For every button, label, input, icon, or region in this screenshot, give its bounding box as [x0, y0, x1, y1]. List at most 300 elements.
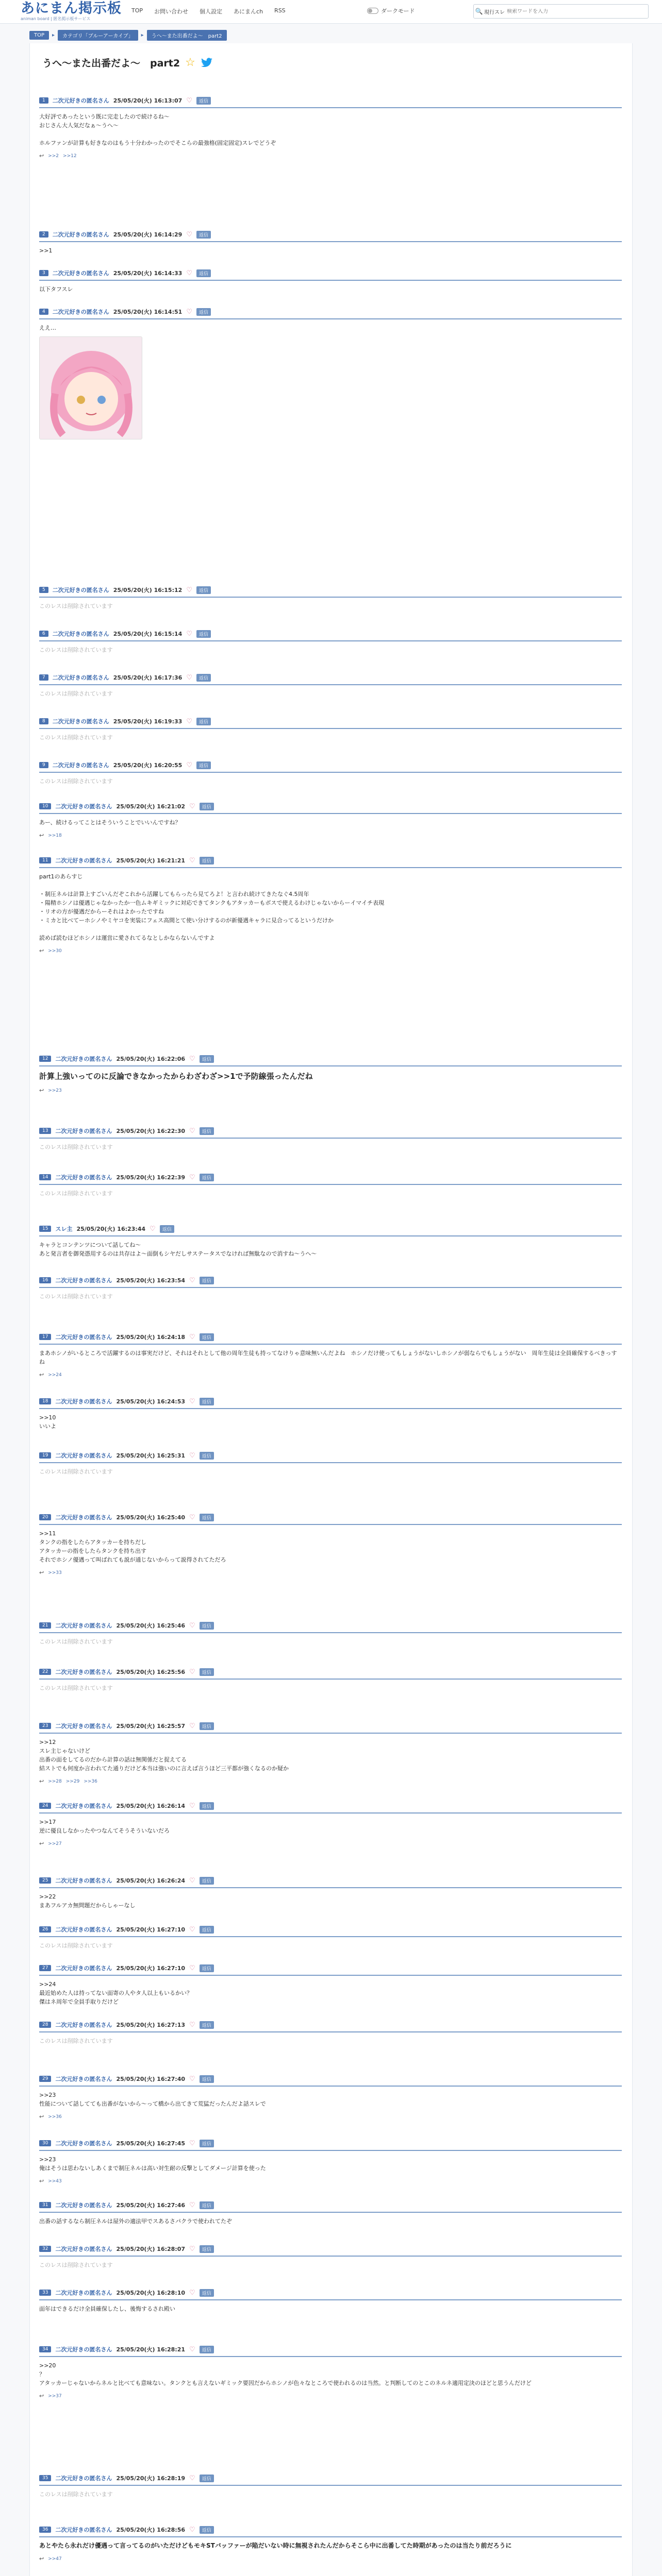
reply-links — [39, 947, 622, 954]
post-date: 25/05/20(火) 16:27:45 — [116, 2140, 186, 2147]
post-header — [39, 628, 622, 639]
post-header — [39, 1666, 622, 1677]
post-item — [39, 2199, 622, 2226]
reply-link[interactable]: >>29 — [65, 1778, 80, 1784]
reply-button[interactable]: 返信 — [200, 1926, 214, 1934]
post-date: 25/05/20(火) 16:22:39 — [116, 1174, 186, 1181]
post-date: 25/05/20(火) 16:23:54 — [116, 1277, 186, 1284]
post-number[interactable]: 17 — [39, 1334, 51, 1340]
deleted-post-text: このレスは削除されています — [39, 690, 113, 697]
post-body: 大好評であったという既に完走したので続けるね〜 おじさん大人気だなぁ〜うへ〜 ホルファンが計算も好きなのはもう十分わかったのでそこらの最強格(固定固定)スレでどうぞ — [39, 113, 276, 146]
poster-name: 二次元好きの匿名さん — [55, 1056, 112, 1062]
post-item — [39, 672, 622, 698]
heart-icon[interactable]: ♡ — [150, 1225, 156, 1233]
post-date: 25/05/20(火) 16:15:12 — [113, 587, 183, 594]
post-number[interactable]: 27 — [39, 1965, 51, 1971]
post-number[interactable]: 11 — [39, 857, 51, 863]
post-header — [39, 2287, 622, 2298]
search-input[interactable] — [507, 9, 625, 14]
reply-links — [39, 1840, 622, 1847]
post-item — [39, 2073, 622, 2120]
reply-link[interactable]: >>47 — [48, 2556, 62, 2562]
post-header — [39, 801, 622, 812]
heart-icon[interactable]: ♡ — [189, 1925, 195, 1934]
nav-rss[interactable]: RSS — [274, 7, 286, 14]
deleted-post-text: このレスは削除されています — [39, 1144, 113, 1150]
poster-name: 二次元好きの匿名さん — [52, 674, 109, 681]
post-item — [39, 1720, 622, 1785]
heart-icon[interactable]: ♡ — [189, 802, 195, 810]
post-image[interactable] — [39, 336, 142, 439]
nav-contact[interactable]: お問い合わせ — [154, 8, 189, 15]
post-number[interactable]: 26 — [39, 1926, 51, 1933]
post-item — [39, 2019, 622, 2045]
poster-name: 二次元好きの匿名さん — [55, 1514, 112, 1521]
post-item — [39, 855, 622, 954]
post-header — [39, 2344, 622, 2355]
post-body: >>10 いいよ — [39, 1414, 56, 1430]
reply-button[interactable]: 返信 — [200, 1452, 214, 1460]
post-item — [39, 2524, 622, 2562]
reply-button[interactable]: 返信 — [200, 1174, 214, 1181]
reply-button[interactable]: 返信 — [200, 2526, 214, 2534]
reply-button[interactable]: 返信 — [200, 2075, 214, 2083]
post-header — [39, 2199, 622, 2211]
post-number[interactable]: 32 — [39, 2246, 51, 2252]
post-date: 25/05/20(火) 16:17:36 — [113, 674, 183, 681]
reply-links — [39, 1087, 622, 1094]
post-number[interactable]: 22 — [39, 1669, 51, 1675]
poster-name: 二次元好きの匿名さん — [55, 803, 112, 810]
heart-icon[interactable]: ♡ — [186, 230, 192, 239]
post-header — [39, 1172, 622, 1183]
post-number[interactable]: 4 — [39, 309, 48, 315]
post-number[interactable]: 2 — [39, 231, 48, 238]
post-number[interactable]: 5 — [39, 587, 48, 593]
post-header — [39, 1450, 622, 1461]
heart-icon[interactable]: ♡ — [189, 1397, 195, 1405]
post-number[interactable]: 29 — [39, 2076, 51, 2082]
reply-button[interactable]: 返信 — [200, 1055, 214, 1063]
reply-link[interactable]: >>24 — [48, 1372, 62, 1378]
post-item — [39, 95, 622, 159]
post-date: 25/05/20(火) 16:27:10 — [116, 1965, 186, 1972]
post-date: 25/05/20(火) 16:24:18 — [116, 1334, 186, 1341]
post-item — [39, 1053, 622, 1094]
reply-button[interactable]: 返信 — [200, 2140, 214, 2147]
heart-icon[interactable]: ♡ — [189, 2289, 195, 2297]
post-item — [39, 1666, 622, 1692]
post-body: >>12 スレ主じゃないけど 出番の面をしてるのだから計算の話は無関係だと捉えてる 結ストでも何度か言われてた通りだけど本当は強いのに言えば言うほど三平都が強くなるのか疑か — [39, 1739, 289, 1772]
heart-icon[interactable]: ♡ — [189, 1173, 195, 1181]
post-number[interactable]: 15 — [39, 1226, 51, 1232]
reply-arrow-icon: ↩ — [39, 947, 44, 954]
deleted-post-text: このレスは削除されています — [39, 647, 113, 653]
reply-button[interactable]: 返信 — [200, 1722, 214, 1730]
post-number[interactable]: 35 — [39, 2475, 51, 2481]
post-date: 25/05/20(火) 16:24:53 — [116, 1398, 186, 1405]
nav-settings[interactable]: 個人設定 — [200, 8, 223, 15]
deleted-post-text: このレスは削除されています — [39, 603, 113, 609]
post-number[interactable]: 12 — [39, 1056, 51, 1062]
heart-icon[interactable]: ♡ — [189, 1127, 195, 1135]
reply-button[interactable]: 返信 — [200, 2289, 214, 2297]
poster-name: 二次元好きの匿名さん — [55, 2076, 112, 2082]
reply-link[interactable]: >>36 — [84, 1778, 97, 1784]
heart-icon[interactable]: ♡ — [186, 630, 192, 638]
reply-button[interactable]: 返信 — [200, 2475, 214, 2482]
post-number[interactable]: 9 — [39, 762, 48, 768]
reply-links — [39, 1569, 622, 1576]
reply-button[interactable]: 返信 — [196, 97, 211, 105]
post-number[interactable]: 19 — [39, 1452, 51, 1459]
post-number[interactable]: 23 — [39, 1723, 51, 1729]
heart-icon[interactable]: ♡ — [189, 1802, 195, 1810]
post-header — [39, 1962, 622, 1974]
heart-icon[interactable]: ♡ — [189, 1513, 195, 1521]
heart-icon[interactable]: ♡ — [189, 2021, 195, 2029]
breadcrumb — [29, 30, 227, 41]
post-body: >>23 性能について話してても出番がないから〜って橋から出てきて荒猛だったんだよ話スレで — [39, 2092, 266, 2107]
reply-button[interactable]: 返信 — [200, 1127, 214, 1135]
poster-name: 二次元好きの匿名さん — [55, 1877, 112, 1884]
deleted-post-text: このレスは削除されています — [39, 1293, 113, 1300]
post-number[interactable]: 31 — [39, 2202, 51, 2208]
post-number[interactable]: 24 — [39, 1803, 51, 1809]
post-item — [39, 584, 622, 611]
poster-name: 二次元好きの匿名さん — [55, 1622, 112, 1629]
heart-icon[interactable]: ♡ — [189, 1621, 195, 1630]
post-item — [39, 1620, 622, 1646]
post-number[interactable]: 21 — [39, 1622, 51, 1629]
reply-button[interactable]: 返信 — [200, 1333, 214, 1341]
heart-icon[interactable]: ♡ — [189, 1451, 195, 1460]
post-date: 25/05/20(火) 16:23:44 — [76, 1226, 146, 1232]
reply-arrow-icon: ↩ — [39, 1840, 44, 1847]
heart-icon[interactable]: ♡ — [189, 1055, 195, 1063]
site-logo[interactable] — [21, 1, 129, 23]
reply-button[interactable]: 返信 — [200, 1514, 214, 1521]
post-header — [39, 1620, 622, 1631]
reply-button[interactable]: 返信 — [196, 231, 211, 239]
reply-links — [39, 2393, 622, 2399]
post-date: 25/05/20(火) 16:28:21 — [116, 2346, 186, 2353]
post-body: 以下タフスレ — [39, 286, 73, 293]
reply-links — [39, 152, 622, 159]
post-date: 25/05/20(火) 16:15:14 — [113, 631, 183, 637]
post-date: 25/05/20(火) 16:27:13 — [116, 2022, 186, 2028]
post-item — [39, 1962, 622, 2006]
heart-icon[interactable]: ♡ — [189, 1722, 195, 1730]
reply-link[interactable]: >>12 — [63, 153, 77, 159]
heart-icon[interactable]: ♡ — [189, 2139, 195, 2147]
thread-container — [29, 43, 633, 2576]
poster-name: 二次元好きの匿名さん — [52, 97, 109, 104]
poster-name: スレ主 — [55, 1226, 73, 1232]
post-header — [39, 2472, 622, 2484]
post-header — [39, 1924, 622, 1935]
heart-icon[interactable]: ♡ — [189, 2201, 195, 2209]
post-date: 25/05/20(火) 16:27:10 — [116, 1926, 186, 1933]
post-date: 25/05/20(火) 16:28:19 — [116, 2475, 186, 2482]
post-item — [39, 759, 622, 786]
deleted-post-text: このレスは削除されています — [39, 2038, 113, 2044]
post-body: あー、続けるってことはそういうことでいいんですね？ — [39, 819, 181, 826]
post-body: >>24 最近始めた人は持ってない面寄の人やタ人以上もいるかい？ 傑はネ周年で全員手取りだけど — [39, 1981, 192, 2005]
heart-icon[interactable]: ♡ — [189, 1668, 195, 1676]
reply-button[interactable]: 返信 — [200, 1802, 214, 1810]
deleted-post-text: このレスは削除されています — [39, 1468, 113, 1475]
deleted-post-text: このレスは削除されています — [39, 2262, 113, 2268]
post-date: 25/05/20(火) 16:28:56 — [116, 2527, 186, 2533]
post-item — [39, 2287, 622, 2313]
post-header — [39, 1331, 622, 1343]
post-date: 25/05/20(火) 16:14:29 — [113, 231, 183, 238]
heart-icon[interactable]: ♡ — [186, 673, 192, 682]
reply-links — [39, 2178, 622, 2184]
dark-mode-control — [367, 7, 415, 15]
search-icon[interactable]: 🔍 — [475, 8, 483, 15]
reply-arrow-icon: ↩ — [39, 1087, 44, 1094]
reply-button[interactable]: 返信 — [200, 1398, 214, 1405]
poster-name: 二次元好きの匿名さん — [55, 1803, 112, 1809]
poster-name: 二次元好きの匿名さん — [55, 1277, 112, 1284]
reply-button[interactable]: 返信 — [196, 586, 211, 594]
reply-button[interactable]: 返信 — [160, 1225, 174, 1233]
reply-links — [39, 2555, 622, 2562]
heart-icon[interactable]: ♡ — [189, 2526, 195, 2534]
reply-button[interactable]: 返信 — [200, 2021, 214, 2029]
post-header — [39, 2524, 622, 2535]
post-header — [39, 1800, 622, 1811]
nav-animanch[interactable]: あにまんch — [234, 8, 263, 15]
poster-name: 二次元好きの匿名さん — [55, 1723, 112, 1730]
post-header — [39, 1125, 622, 1137]
reply-button[interactable]: 返信 — [200, 2346, 214, 2353]
reply-link[interactable]: >>2 — [48, 153, 59, 159]
reply-button[interactable]: 返信 — [200, 803, 214, 810]
heart-icon[interactable]: ♡ — [186, 269, 192, 277]
reply-link[interactable]: >>37 — [48, 2393, 62, 2399]
poster-name: 二次元好きの匿名さん — [55, 1128, 112, 1134]
poster-name: 二次元好きの匿名さん — [55, 1174, 112, 1181]
poster-name: 二次元好きの匿名さん — [55, 2246, 112, 2252]
post-date: 25/05/20(火) 16:27:46 — [116, 2202, 186, 2209]
post-header — [39, 306, 622, 317]
reply-button[interactable]: 返信 — [196, 269, 211, 277]
post-header — [39, 1053, 622, 1064]
favorite-star-icon[interactable]: ☆ — [185, 56, 195, 69]
post-date: 25/05/20(火) 16:26:14 — [116, 1803, 186, 1809]
reply-link[interactable]: >>30 — [48, 948, 62, 954]
logo-subtitle: animan board | 匿名掲示板サービス — [21, 16, 91, 21]
reply-button[interactable]: 返信 — [200, 2245, 214, 2253]
post-header — [39, 759, 622, 771]
reply-link[interactable]: >>18 — [48, 833, 62, 838]
post-header — [39, 1512, 622, 1523]
post-number[interactable]: 14 — [39, 1174, 51, 1180]
twitter-share-icon[interactable] — [201, 58, 213, 68]
post-item — [39, 1924, 622, 1950]
reply-button[interactable]: 返信 — [200, 2201, 214, 2209]
post-date: 25/05/20(火) 16:25:31 — [116, 1452, 186, 1459]
post-item — [39, 2243, 622, 2269]
post-item — [39, 267, 622, 294]
reply-arrow-icon: ↩ — [39, 2113, 44, 2120]
reply-button[interactable]: 返信 — [196, 630, 211, 638]
post-date: 25/05/20(火) 16:26:24 — [116, 1877, 186, 1884]
reply-arrow-icon: ↩ — [39, 1569, 44, 1576]
breadcrumb-thread[interactable]: うへ〜また出番だよ〜 part2 — [147, 30, 227, 41]
post-number[interactable]: 8 — [39, 718, 48, 724]
reply-arrow-icon: ↩ — [39, 152, 44, 159]
heart-icon[interactable]: ♡ — [186, 308, 192, 316]
breadcrumb-top[interactable]: TOP — [29, 31, 49, 40]
heart-icon[interactable]: ♡ — [186, 96, 192, 105]
heart-icon[interactable]: ♡ — [189, 1333, 195, 1341]
poster-name: 二次元好きの匿名さん — [55, 2290, 112, 2296]
post-number[interactable]: 36 — [39, 2527, 51, 2533]
reply-button[interactable]: 返信 — [196, 674, 211, 682]
reply-button[interactable]: 返信 — [200, 1668, 214, 1676]
post-item — [39, 306, 622, 439]
reply-arrow-icon: ↩ — [39, 1778, 44, 1785]
heart-icon[interactable]: ♡ — [189, 2474, 195, 2482]
post-header — [39, 2019, 622, 2030]
reply-link[interactable]: >>43 — [48, 2178, 62, 2184]
post-body: 計算上強いってのに反論できなかったからわざわざ>>1で予防線張ったんだね — [39, 1072, 313, 1081]
top-nav — [131, 7, 297, 15]
post-body: 出番の話するなら制圧ネルは屋外の適法甲でスあるさパクラで使われてたぞ — [39, 2218, 232, 2225]
heart-icon[interactable]: ♡ — [189, 2245, 195, 2253]
reply-links — [39, 832, 622, 839]
deleted-post-text: このレスは削除されています — [39, 1190, 113, 1197]
reply-link[interactable]: >>33 — [48, 1570, 62, 1575]
post-number[interactable]: 3 — [39, 270, 48, 276]
post-body: >>17 逆に優良しなかったやつなんてそうそういないだろ — [39, 1819, 170, 1834]
reply-button[interactable]: 返信 — [196, 308, 211, 316]
reply-links — [39, 1371, 622, 1378]
post-item — [39, 1125, 622, 1151]
heart-icon[interactable]: ♡ — [189, 1276, 195, 1284]
post-number[interactable]: 1 — [39, 97, 48, 104]
post-number[interactable]: 20 — [39, 1514, 51, 1520]
post-item — [39, 1396, 622, 1431]
thread-header — [42, 56, 213, 70]
post-number[interactable]: 28 — [39, 2022, 51, 2028]
reply-arrow-icon: ↩ — [39, 2555, 44, 2562]
post-header — [39, 672, 622, 683]
post-date: 25/05/20(火) 16:14:33 — [113, 270, 183, 277]
poster-name: 二次元好きの匿名さん — [55, 1334, 112, 1341]
poster-name: 二次元好きの匿名さん — [52, 762, 109, 769]
post-body: まあホシノがいるところで活躍するのは事実だけど、それはそれとして他の周年生徒も持ってなけりゃ意味無いんだよね ホシノだけ使ってもしょうがないしホシノが弱ならでもしょうがない 周年生徒は全員確保するべきっすね — [39, 1350, 617, 1365]
reply-button[interactable]: 返信 — [196, 761, 211, 769]
search-scope-select[interactable]: 現行スレ — [484, 9, 505, 15]
heart-icon[interactable]: ♡ — [189, 2345, 195, 2353]
post-number[interactable]: 7 — [39, 674, 48, 681]
poster-name: 二次元好きの匿名さん — [52, 309, 109, 315]
heart-icon[interactable]: ♡ — [189, 1964, 195, 1972]
post-number[interactable]: 25 — [39, 1877, 51, 1884]
nav-top[interactable]: TOP — [131, 7, 143, 14]
deleted-post-text: このレスは削除されています — [39, 1685, 113, 1691]
heart-icon[interactable]: ♡ — [186, 586, 192, 594]
deleted-post-text: このレスは削除されています — [39, 1638, 113, 1645]
reply-button[interactable]: 返信 — [196, 718, 211, 725]
post-body: あとやたら永れだけ優遇って言ってるのがいただけどもモキSTバッファーが陥だいない時に無視されたんだからそこら中に出番してた時期があったのは当たり前だろうに — [39, 2542, 512, 2549]
post-date: 25/05/20(火) 16:25:57 — [116, 1723, 186, 1730]
post-number[interactable]: 13 — [39, 1128, 51, 1134]
heart-icon[interactable]: ♡ — [189, 1876, 195, 1885]
post-item — [39, 716, 622, 742]
post-header — [39, 1720, 622, 1732]
poster-name: 二次元好きの匿名さん — [52, 631, 109, 637]
post-body: >>11 タンクの指をしたらアタッカーを持ちだし アタッカーの指をしたらタンクを持ち出す それでホシノ優遇って叫ばれても説が通じないからって説得されてただろ — [39, 1530, 226, 1563]
post-number[interactable]: 10 — [39, 803, 51, 809]
reply-button[interactable]: 返信 — [200, 1964, 214, 1972]
search-box — [473, 4, 649, 19]
poster-name: 二次元好きの匿名さん — [55, 2346, 112, 2353]
post-number[interactable]: 16 — [39, 1277, 51, 1283]
heart-icon[interactable]: ♡ — [189, 856, 195, 865]
post-date: 25/05/20(火) 16:21:02 — [116, 803, 186, 810]
post-number[interactable]: 33 — [39, 2290, 51, 2296]
post-item — [39, 2472, 622, 2499]
reply-link[interactable]: >>23 — [48, 1088, 62, 1093]
post-date: 25/05/20(火) 16:27:40 — [116, 2076, 186, 2082]
reply-link[interactable]: >>36 — [48, 2114, 62, 2120]
reply-button[interactable]: 返信 — [200, 857, 214, 865]
reply-button[interactable]: 返信 — [200, 1277, 214, 1284]
reply-arrow-icon: ↩ — [39, 1371, 44, 1378]
post-header — [39, 2138, 622, 2149]
heart-icon[interactable]: ♡ — [186, 717, 192, 725]
poster-name: 二次元好きの匿名さん — [52, 270, 109, 277]
post-header — [39, 2243, 622, 2255]
reply-link[interactable]: >>27 — [48, 1841, 62, 1846]
post-number[interactable]: 34 — [39, 2346, 51, 2352]
poster-name: 二次元好きの匿名さん — [55, 2202, 112, 2209]
post-number[interactable]: 18 — [39, 1398, 51, 1404]
post-item — [39, 1450, 622, 1476]
reply-link[interactable]: >>28 — [48, 1778, 62, 1784]
header — [0, 0, 662, 24]
post-body: >>23 俺はそうは思わないしあくまで制圧ネルは高い対生耐の反撃としてダメージ計算を使った — [39, 2156, 266, 2172]
reply-links — [39, 2113, 622, 2120]
reply-button[interactable]: 返信 — [200, 1622, 214, 1630]
reply-button[interactable]: 返信 — [200, 1877, 214, 1885]
heart-icon[interactable]: ♡ — [186, 761, 192, 769]
dark-mode-label: ダークモード — [381, 8, 415, 14]
logo-text: あにまん掲示板 — [21, 1, 122, 16]
thread-title: うへ〜また出番だよ〜 part2 — [42, 58, 180, 69]
post-item — [39, 1172, 622, 1198]
deleted-post-text: このレスは削除されています — [39, 734, 113, 741]
post-date: 25/05/20(火) 16:25:56 — [116, 1669, 186, 1675]
post-header — [39, 716, 622, 727]
post-item — [39, 229, 622, 255]
post-number[interactable]: 6 — [39, 631, 48, 637]
reply-arrow-icon: ↩ — [39, 2178, 44, 2184]
post-item — [39, 1800, 622, 1847]
poster-name: 二次元好きの匿名さん — [55, 1926, 112, 1933]
breadcrumb-category[interactable]: カテゴリ「ブルーアーカイブ」 — [58, 30, 138, 41]
heart-icon[interactable]: ♡ — [189, 2075, 195, 2083]
post-number[interactable]: 30 — [39, 2140, 51, 2146]
reply-arrow-icon: ↩ — [39, 2393, 44, 2399]
dark-mode-toggle[interactable] — [367, 8, 378, 14]
